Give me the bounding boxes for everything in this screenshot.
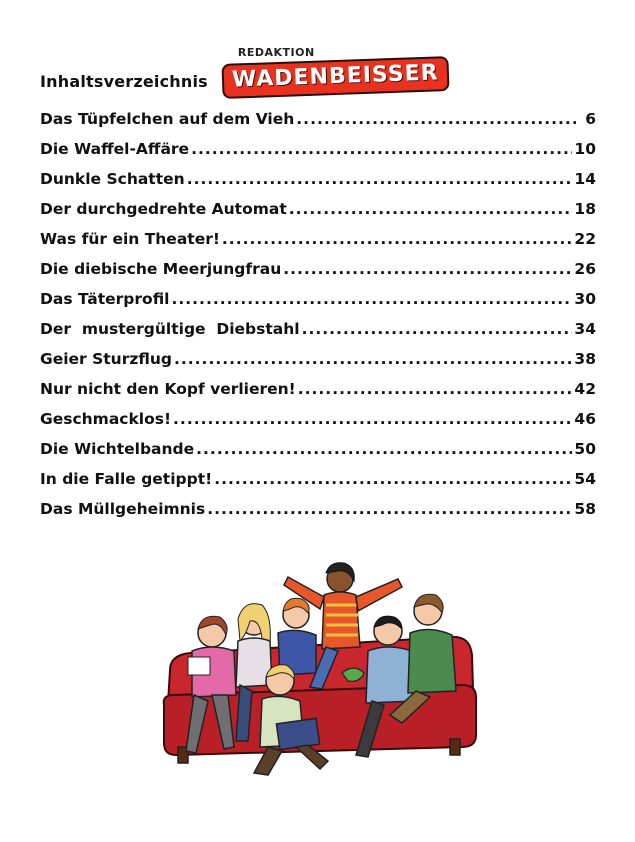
toc-leader-dots bbox=[214, 470, 572, 488]
toc-leader-dots bbox=[296, 110, 576, 128]
toc-leader-dots bbox=[283, 260, 572, 278]
toc-entry-title: Das Müllgeheimnis bbox=[40, 500, 206, 518]
toc-entry-title: Die Wichtelbande bbox=[40, 440, 195, 458]
toc-entry-page: 58 bbox=[574, 500, 596, 518]
toc-entry bbox=[40, 350, 596, 380]
toc-entry bbox=[40, 410, 596, 440]
toc-entry-title: Geschmacklos! bbox=[40, 410, 172, 428]
toc-entry-page: 6 bbox=[585, 110, 596, 128]
toc-entry bbox=[40, 260, 596, 290]
toc-entry bbox=[40, 440, 596, 470]
toc-entry-title: Die diebische Meerjungfrau bbox=[40, 260, 282, 278]
toc-entry-page: 46 bbox=[574, 410, 596, 428]
toc-entry-title: Der mustergültige Diebstahl bbox=[40, 320, 300, 338]
toc-entry bbox=[40, 290, 596, 320]
toc-entry bbox=[40, 380, 596, 410]
toc-leader-dots bbox=[222, 230, 573, 248]
toc-leader-dots bbox=[174, 350, 572, 368]
toc-leader-dots bbox=[196, 440, 572, 458]
toc-entry-title: Der durchgedrehte Automat bbox=[40, 200, 287, 218]
toc-leader-dots bbox=[172, 290, 573, 308]
toc-entry bbox=[40, 170, 596, 200]
wadenbeisser-logo bbox=[222, 46, 439, 100]
toc-entry bbox=[40, 200, 596, 230]
toc-leader-dots bbox=[173, 410, 572, 428]
toc-entry-page: 22 bbox=[574, 230, 596, 248]
toc-leader-dots bbox=[191, 140, 572, 158]
toc-entry-page: 50 bbox=[574, 440, 596, 458]
toc-entry-title: In die Falle getippt! bbox=[40, 470, 213, 488]
toc-leader-dots bbox=[302, 320, 573, 338]
toc-entry-title: Geier Sturzflug bbox=[40, 350, 172, 368]
toc-entry-title: Dunkle Schatten bbox=[40, 170, 185, 188]
toc-entry-page: 34 bbox=[574, 320, 596, 338]
toc-entry-title: Was für ein Theater! bbox=[40, 230, 220, 248]
toc-entry-page: 54 bbox=[574, 470, 596, 488]
toc-entry-page: 10 bbox=[574, 140, 596, 158]
table-of-contents bbox=[40, 110, 596, 530]
toc-entry bbox=[40, 320, 596, 350]
toc-entry bbox=[40, 110, 596, 140]
toc-entry bbox=[40, 500, 596, 530]
toc-entry-title: Die Waffel-Affäre bbox=[40, 140, 190, 158]
toc-leader-dots bbox=[187, 170, 573, 188]
toc-entry-page: 42 bbox=[574, 380, 596, 398]
kids-on-sofa-illustration bbox=[150, 555, 485, 780]
logo-small-text: REDAKTION bbox=[237, 46, 315, 59]
toc-entry bbox=[40, 230, 596, 260]
toc-entry-title: Nur nicht den Kopf verlieren! bbox=[40, 380, 296, 398]
page-title: Inhaltsverzeichnis bbox=[40, 71, 208, 91]
logo-main-text: WADENBEISSER bbox=[221, 56, 449, 99]
toc-entry bbox=[40, 470, 596, 500]
toc-leader-dots bbox=[289, 200, 573, 218]
toc-entry-title: Das Täterprofil bbox=[40, 290, 170, 308]
page-header bbox=[40, 46, 439, 100]
toc-entry-title: Das Tüpfelchen auf dem Vieh bbox=[40, 110, 295, 128]
toc-entry-page: 14 bbox=[574, 170, 596, 188]
toc-entry-page: 18 bbox=[574, 200, 596, 218]
toc-entry-page: 30 bbox=[574, 290, 596, 308]
toc-entry bbox=[40, 140, 596, 170]
toc-entry-page: 38 bbox=[574, 350, 596, 368]
toc-leader-dots bbox=[298, 380, 573, 398]
toc-entry-page: 26 bbox=[574, 260, 596, 278]
toc-leader-dots bbox=[207, 500, 572, 518]
